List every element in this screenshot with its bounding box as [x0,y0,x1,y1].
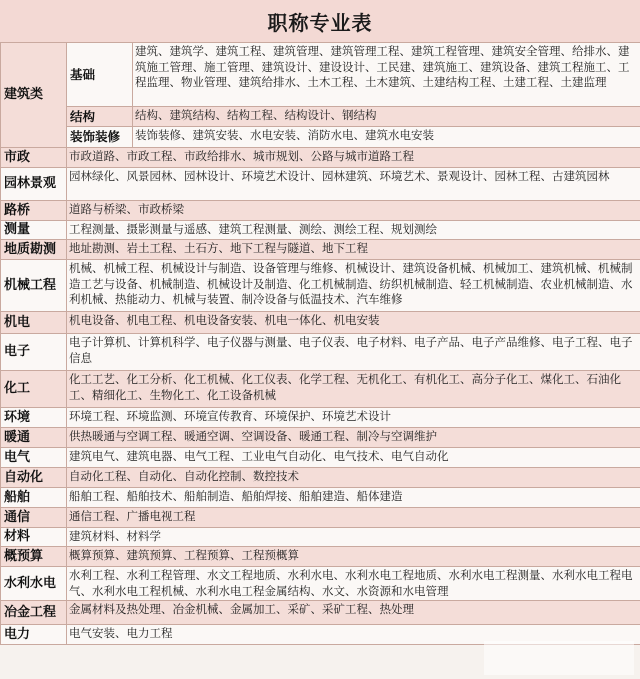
specialty-table [0,42,640,645]
table-row [1,488,640,508]
category-cell: 材料 [1,528,67,547]
table-row [1,43,640,107]
table-row [1,260,640,312]
content-cell: 化工工艺、化工分析、化工机械、化工仪表、化学工程、无机化工、有机化工、高分子化工、煤化工、石油化工、精细化工、生物化工、化工设备机械 [67,371,640,408]
content-cell: 机械、机械工程、机械设计与制造、设备管理与维修、机械设计、建筑设备机械、机械加工、建筑机械、机械制造工艺与设备、机械制造、机械设计及制造、化工机械制造、纺织机械制造、轻工机械制造、农业机械制造、水利机械、热能动力、机械与装置、制冷设备与低温技术、汽车维修 [67,260,640,312]
content-cell: 结构、建筑结构、结构工程、结构设计、钢结构 [133,107,640,127]
content-cell: 机电设备、机电工程、机电设备安装、机电一体化、机电安装 [67,312,640,334]
category-cell: 电力 [1,625,67,645]
category-cell: 环境 [1,408,67,428]
content-cell: 概算预算、建筑预算、工程预算、工程预概算 [67,547,640,567]
content-cell: 地址勘测、岩土工程、土石方、地下工程与隧道、地下工程 [67,240,640,260]
category-cell: 园林景观 [1,168,67,201]
table-row [1,107,640,127]
content-cell: 装饰装修、建筑安装、水电安装、消防水电、建筑水电安装 [133,127,640,148]
content-cell: 水利工程、水利工程管理、水文工程地质、水利水电、水利水电工程地质、水利水电工程测量、水利水电工程电气、水利水电工程机械、水利水电工程金属结构、水文、水资源和水电管理 [67,567,640,601]
table-row [1,201,640,221]
content-cell: 电子计算机、计算机科学、电子仪器与测量、电子仪表、电子材料、电子产品、电子产品维修、电子工程、电子信息 [67,334,640,371]
table-row [1,528,640,547]
table-row [1,468,640,488]
category-cell: 测量 [1,221,67,240]
content-cell: 电气安装、电力工程 [67,625,640,645]
table-row [1,127,640,148]
content-cell: 道路与桥梁、市政桥梁 [67,201,640,221]
content-cell: 环境工程、环境监测、环境宣传教育、环境保护、环境艺术设计 [67,408,640,428]
content-cell: 市政道路、市政工程、市政给排水、城市规划、公路与城市道路工程 [67,148,640,168]
table-row [1,408,640,428]
subcategory-cell: 基础 [67,43,133,107]
content-cell: 金属材料及热处理、冶金机械、金属加工、采矿、采矿工程、热处理 [67,601,640,625]
subcategory-cell: 装饰装修 [67,127,133,148]
content-cell: 通信工程、广播电视工程 [67,508,640,528]
category-cell: 通信 [1,508,67,528]
table-row [1,601,640,625]
category-cell: 机电 [1,312,67,334]
category-cell: 市政 [1,148,67,168]
category-cell: 自动化 [1,468,67,488]
table-row [1,428,640,448]
content-cell: 建筑电气、建筑电器、电气工程、工业电气自动化、电气技术、电气自动化 [67,448,640,468]
category-cell: 冶金工程 [1,601,67,625]
watermark-overlay [484,641,634,675]
category-cell: 船舶 [1,488,67,508]
category-cell: 电子 [1,334,67,371]
table-row [1,547,640,567]
category-cell: 路桥 [1,201,67,221]
table-row [1,168,640,201]
content-cell: 船舶工程、船舶技术、船舶制造、船舶焊接、船舶建造、船体建造 [67,488,640,508]
category-cell: 概预算 [1,547,67,567]
table-row [1,508,640,528]
category-cell: 地质勘测 [1,240,67,260]
category-cell: 暖通 [1,428,67,448]
content-cell: 建筑、建筑学、建筑工程、建筑管理、建筑管理工程、建筑工程管理、建筑安全管理、给排水、建筑施工管理、施工管理、建筑设计、建设设计、工民建、建筑施工、建筑设备、建筑工程施工、工程监理、物业管理、建筑给排水、土木工程、土木建筑、土建结构工程、土建工程、土建监理 [133,43,640,107]
table-row [1,371,640,408]
page-title: 职称专业表 [0,0,640,43]
table-row [1,448,640,468]
table-row [1,240,640,260]
content-cell: 建筑材料、材料学 [67,528,640,547]
table-row [1,148,640,168]
category-cell: 机械工程 [1,260,67,312]
table-row [1,334,640,371]
category-cell: 水利水电 [1,567,67,601]
category-cell: 化工 [1,371,67,408]
category-cell: 建筑类 [1,43,67,148]
content-cell: 自动化工程、自动化、自动化控制、数控技术 [67,468,640,488]
content-cell: 园林绿化、风景园林、园林设计、环境艺术设计、园林建筑、环境艺术、景观设计、园林工程、古建筑园林 [67,168,640,201]
category-cell: 电气 [1,448,67,468]
table-row [1,567,640,601]
content-cell: 工程测量、摄影测量与遥感、建筑工程测量、测绘、测绘工程、规划测绘 [67,221,640,240]
subcategory-cell: 结构 [67,107,133,127]
table-row [1,312,640,334]
table-row [1,221,640,240]
content-cell: 供热暖通与空调工程、暖通空调、空调设备、暖通工程、制冷与空调维护 [67,428,640,448]
